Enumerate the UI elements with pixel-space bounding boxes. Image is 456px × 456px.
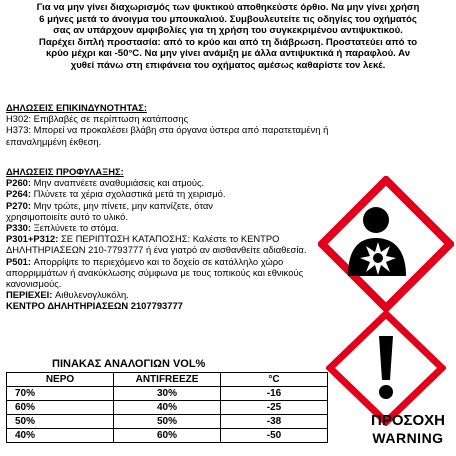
precaution-text: απορριμμάτων ή ανακύκλωσης σύμφωνα με τους τοπικούς και εθνικούς [6,266,304,278]
table-cell: 60% [7,401,114,415]
table-cell: -38 [221,415,328,429]
table-row [7,415,328,429]
table-header-row [7,373,328,387]
signal-word-greek: ΠΡΟΣΟΧΗ [370,412,445,429]
table-row [7,387,328,401]
hazard-line: H302: Επιβλαβές σε περίπτωση κατάποσης [6,113,189,125]
table-header-cell: ΝΕΡΟ [7,373,114,387]
intro-line: 6 μήνες μετά το άνοιγμα του μπουκαλιού. Συμβουλευτείτε τις οδηγίες του οχήματός [39,13,417,25]
poison-center-line: ΚΕΝΤΡΟ ΔΗΛΗΤΗΡΙΑΣΕΩΝ 2107793777 [6,300,183,312]
hazard-heading: ΔΗΛΩΣΕΙΣ ΕΠΙΚΙΝΔΥΝΟΤΗΤΑΣ: [6,102,148,113]
table-cell: 60% [114,429,221,443]
signal-word-english: WARNING [372,430,444,446]
intro-line: σας αν υπάρχουν αμφιβολίες για τη χρήση του συγκεκριμένου αντιψυκτικού. [53,25,403,37]
table-cell: -50 [221,429,328,443]
precaution-code: P301+P312: [6,233,59,245]
table-cell: 30% [114,387,221,401]
table-cell: 70% [7,387,114,401]
table-header-cell: °C [221,373,328,387]
precaution-text: κανονισμούς. [6,278,62,290]
precaution-text: Μην αναπνέετε αναθυμιάσεις και ατμούς. [33,177,205,189]
intro-line: Για να μην γίνει διαχωρισμός των ψυκτικού αποθηκεύστε όρθιο. Να μην γίνει χρήση [36,2,420,13]
precaution-text: Ξεπλύνετε το στόμα. [33,222,119,234]
precaution-text: ΣΕ ΠΕΡΙΠΤΩΣΗ ΚΑΤΑΠΟΣΗΣ: Καλέστε το ΚΕΝΤΡΟ [61,233,280,245]
hazard-line: επαναλημμένη έκθεση. [6,135,102,147]
precaution-code: P260: [6,177,32,189]
precaution-text: ΔΗΛΗΤΗΡΙΑΣΕΩΝ 210-7793777 ή ένα γιατρό αν αισθανθείτε αδιαθεσία. [6,244,307,256]
table-cell: -16 [221,387,328,401]
table-cell: 40% [7,429,114,443]
precaution-text: Απορρίψτε το περιεχόμενο και το δοχείο σε κατάλληλο χώρο [33,255,284,267]
table-row [7,401,328,415]
precaution-code: P264: [6,188,32,200]
table-cell: 40% [114,401,221,415]
precaution-code: P330: [6,222,32,234]
intro-line: χυθεί πάνω στη επιφάνεια του οχήματος αμέσως καθαρίστε τον λεκέ. [70,59,386,71]
precaution-text: Μην τρώτε, μην πίνετε, μην καπνίζετε, όταν [33,199,213,211]
intro-line: Παρέχει διπλή προστασία: από το κρύο και από τη διάβρωση. Προστατεύει από το [38,36,418,48]
precaution-text: χρησιμοποιείτε αυτό το υλικό. [6,210,128,222]
precaution-heading: ΔΗΛΩΣΕΙΣ ΠΡΟΦΥΛΑΞΗΣ: [6,166,124,177]
intro-line: κρύο μέχρι και -50°C. Να μην γίνει ανάμιξη με άλλα αντιψυκτικά ή παραφλού. Αν [45,48,411,60]
hazard-line: H373: Μπορεί να προκαλέσει βλάβη στα όργανα ύστερα από παρατεταμένη ή [6,124,329,136]
precaution-code: P501: [6,255,32,267]
table-header-cell: ANTIFREEZE [114,373,221,387]
contains-value: Αιθυλενογλυκόλη. [54,289,129,301]
intro-text [6,2,450,72]
table-cell: -25 [221,401,328,415]
table-cell: 50% [114,415,221,429]
ratio-table-title: ΠΙΝΑΚΑΣ ΑΝΑΛΟΓΙΩΝ VOL% [52,358,206,370]
health-hazard-icon [318,176,454,312]
table-row [7,429,328,443]
precaution-text: Πλύνετε τα χέρια σχολαστικά μετά τη χειρισμό. [33,188,226,200]
ratio-table [6,372,328,443]
table-cell: 50% [7,415,114,429]
exclamation-mark-icon [326,310,446,426]
hazard-statements [6,102,446,147]
contains-label: ΠΕΡΙΕΧΕΙ: [6,289,53,301]
precaution-code: P270: [6,199,32,211]
